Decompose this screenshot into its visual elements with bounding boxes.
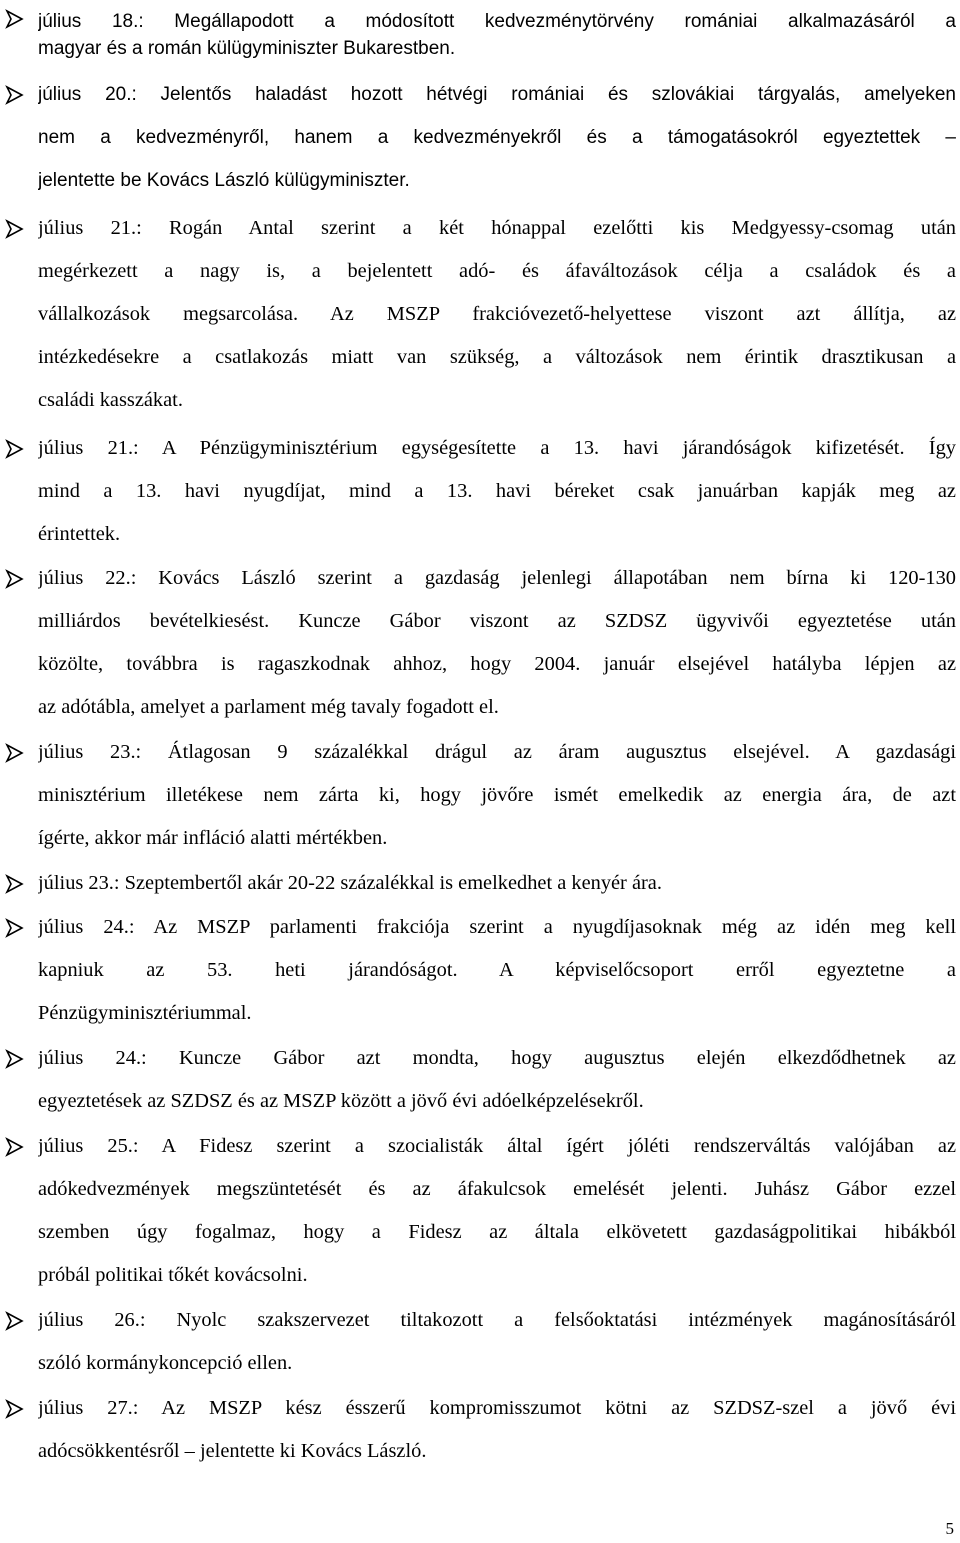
arrow-bullet-icon — [5, 569, 25, 589]
arrow-bullet-icon — [5, 9, 25, 29]
page-number: 5 — [945, 1519, 954, 1538]
entry-line: július 23.: Átlagosan 9 százalékkal drágul az áram augusztus elsejével. A gazdasági — [38, 741, 956, 763]
entry-line: vállalkozások megsarcolása. Az MSZP frakcióvezető-helyettese viszont azt állítja, az — [38, 303, 956, 325]
entry-line: július 18.: Megállapodott a módosított kedvezménytörvény romániai alkalmazásáról a — [38, 11, 956, 32]
entry-line: intézkedésekre a csatlakozás miatt van szükség, a változások nem érintik drasztikusan a — [38, 346, 956, 368]
entry-line: az adótábla, amelyet a parlament még tavaly fogadott el. — [38, 696, 499, 718]
entry-line: adókedvezmények megszüntetését és az áfakulcsok emelését jelenti. Juhász Gábor ezzel — [38, 1178, 956, 1200]
arrow-bullet-icon — [5, 439, 25, 459]
entry-line: július 24.: Az MSZP parlamenti frakciója szerint a nyugdíjasoknak még az idén meg kell — [38, 916, 956, 938]
entry-line: szóló kormánykoncepció ellen. — [38, 1352, 293, 1374]
entry-line: megérkezett a nagy is, a bejelentett adó- és áfaváltozások célja a családok és a — [38, 260, 956, 282]
entry-line: érintettek. — [38, 523, 121, 545]
arrow-bullet-icon — [5, 1399, 25, 1419]
entry-line: egyeztetések az SZDSZ és az MSZP között a jövő évi adóelképzelésekről. — [38, 1090, 644, 1112]
entry-line: ígérte, akkor már infláció alatti mértékben. — [38, 827, 388, 849]
entry-line: kapniuk az 53. heti járandóságot. A képviselőcsoport erről egyeztetne a — [38, 959, 956, 981]
entry-line: jelentette be Kovács László külügyminiszter. — [38, 170, 410, 191]
entry-line: szemben úgy fogalmaz, hogy a Fidesz az általa elkövetett gazdaságpolitikai hibákból — [38, 1221, 956, 1243]
arrow-bullet-icon — [5, 918, 25, 938]
entry-line: magyar és a román külügyminiszter Bukarestben. — [38, 38, 456, 59]
arrow-bullet-icon — [5, 1137, 25, 1157]
arrow-bullet-icon — [5, 743, 25, 763]
entry-line: július 24.: Kuncze Gábor azt mondta, hogy augusztus elején elkezdődhetnek az — [38, 1047, 956, 1069]
entry-line: közölte, továbbra is ragaszkodnak ahhoz, hogy 2004. január elsejével hatályba lépjen az — [38, 653, 956, 675]
entry-line: július 21.: Rogán Antal szerint a két hónappal ezelőtti kis Medgyessy-csomag után — [38, 217, 956, 239]
entry-line: július 22.: Kovács László szerint a gazdaság jelenlegi állapotában nem bírna ki 120-130 — [38, 567, 956, 589]
arrow-bullet-icon — [5, 219, 25, 239]
entry-line: július 23.: Szeptembertől akár 20-22 százalékkal is emelkedhet a kenyér ára. — [38, 872, 662, 894]
entry-line: július 27.: Az MSZP kész ésszerű kompromisszumot kötni az SZDSZ-szel a jövő évi — [38, 1397, 956, 1419]
entry-line: adócsökkentésről – jelentette ki Kovács László. — [38, 1440, 427, 1462]
entry-line: július 20.: Jelentős haladást hozott hétvégi romániai és szlovákiai tárgyalás, amelyeken — [38, 84, 956, 105]
entry-line: nem a kedvezményről, hanem a kedvezményekről és a támogatásokról egyeztettek – — [38, 127, 956, 148]
arrow-bullet-icon — [5, 1311, 25, 1331]
arrow-bullet-icon — [5, 85, 25, 105]
entry-line: július 25.: A Fidesz szerint a szocialisták által ígért jóléti rendszerváltás valójában az — [38, 1135, 956, 1157]
entry-line: próbál politikai tőkét kovácsolni. — [38, 1264, 308, 1286]
arrow-bullet-icon — [5, 874, 25, 894]
entry-line: július 21.: A Pénzügyminisztérium egységesítette a 13. havi járandóságok kifizetését. Így — [38, 437, 956, 459]
entry-line: mind a 13. havi nyugdíjat, mind a 13. havi béreket csak januárban kapják meg az — [38, 480, 956, 502]
entry-line: minisztérium illetékese nem zárta ki, hogy jövőre ismét emelkedik az energia ára, de azt — [38, 784, 956, 806]
entry-line: Pénzügyminisztériummal. — [38, 1002, 252, 1024]
arrow-bullet-icon — [5, 1049, 25, 1069]
entry-line: július 26.: Nyolc szakszervezet tiltakozott a felsőoktatási intézmények magánosításáról — [38, 1309, 956, 1331]
entry-line: családi kasszákat. — [38, 389, 183, 411]
entry-line: milliárdos bevételkiesést. Kuncze Gábor viszont az SZDSZ ügyvivői egyeztetése után — [38, 610, 956, 632]
